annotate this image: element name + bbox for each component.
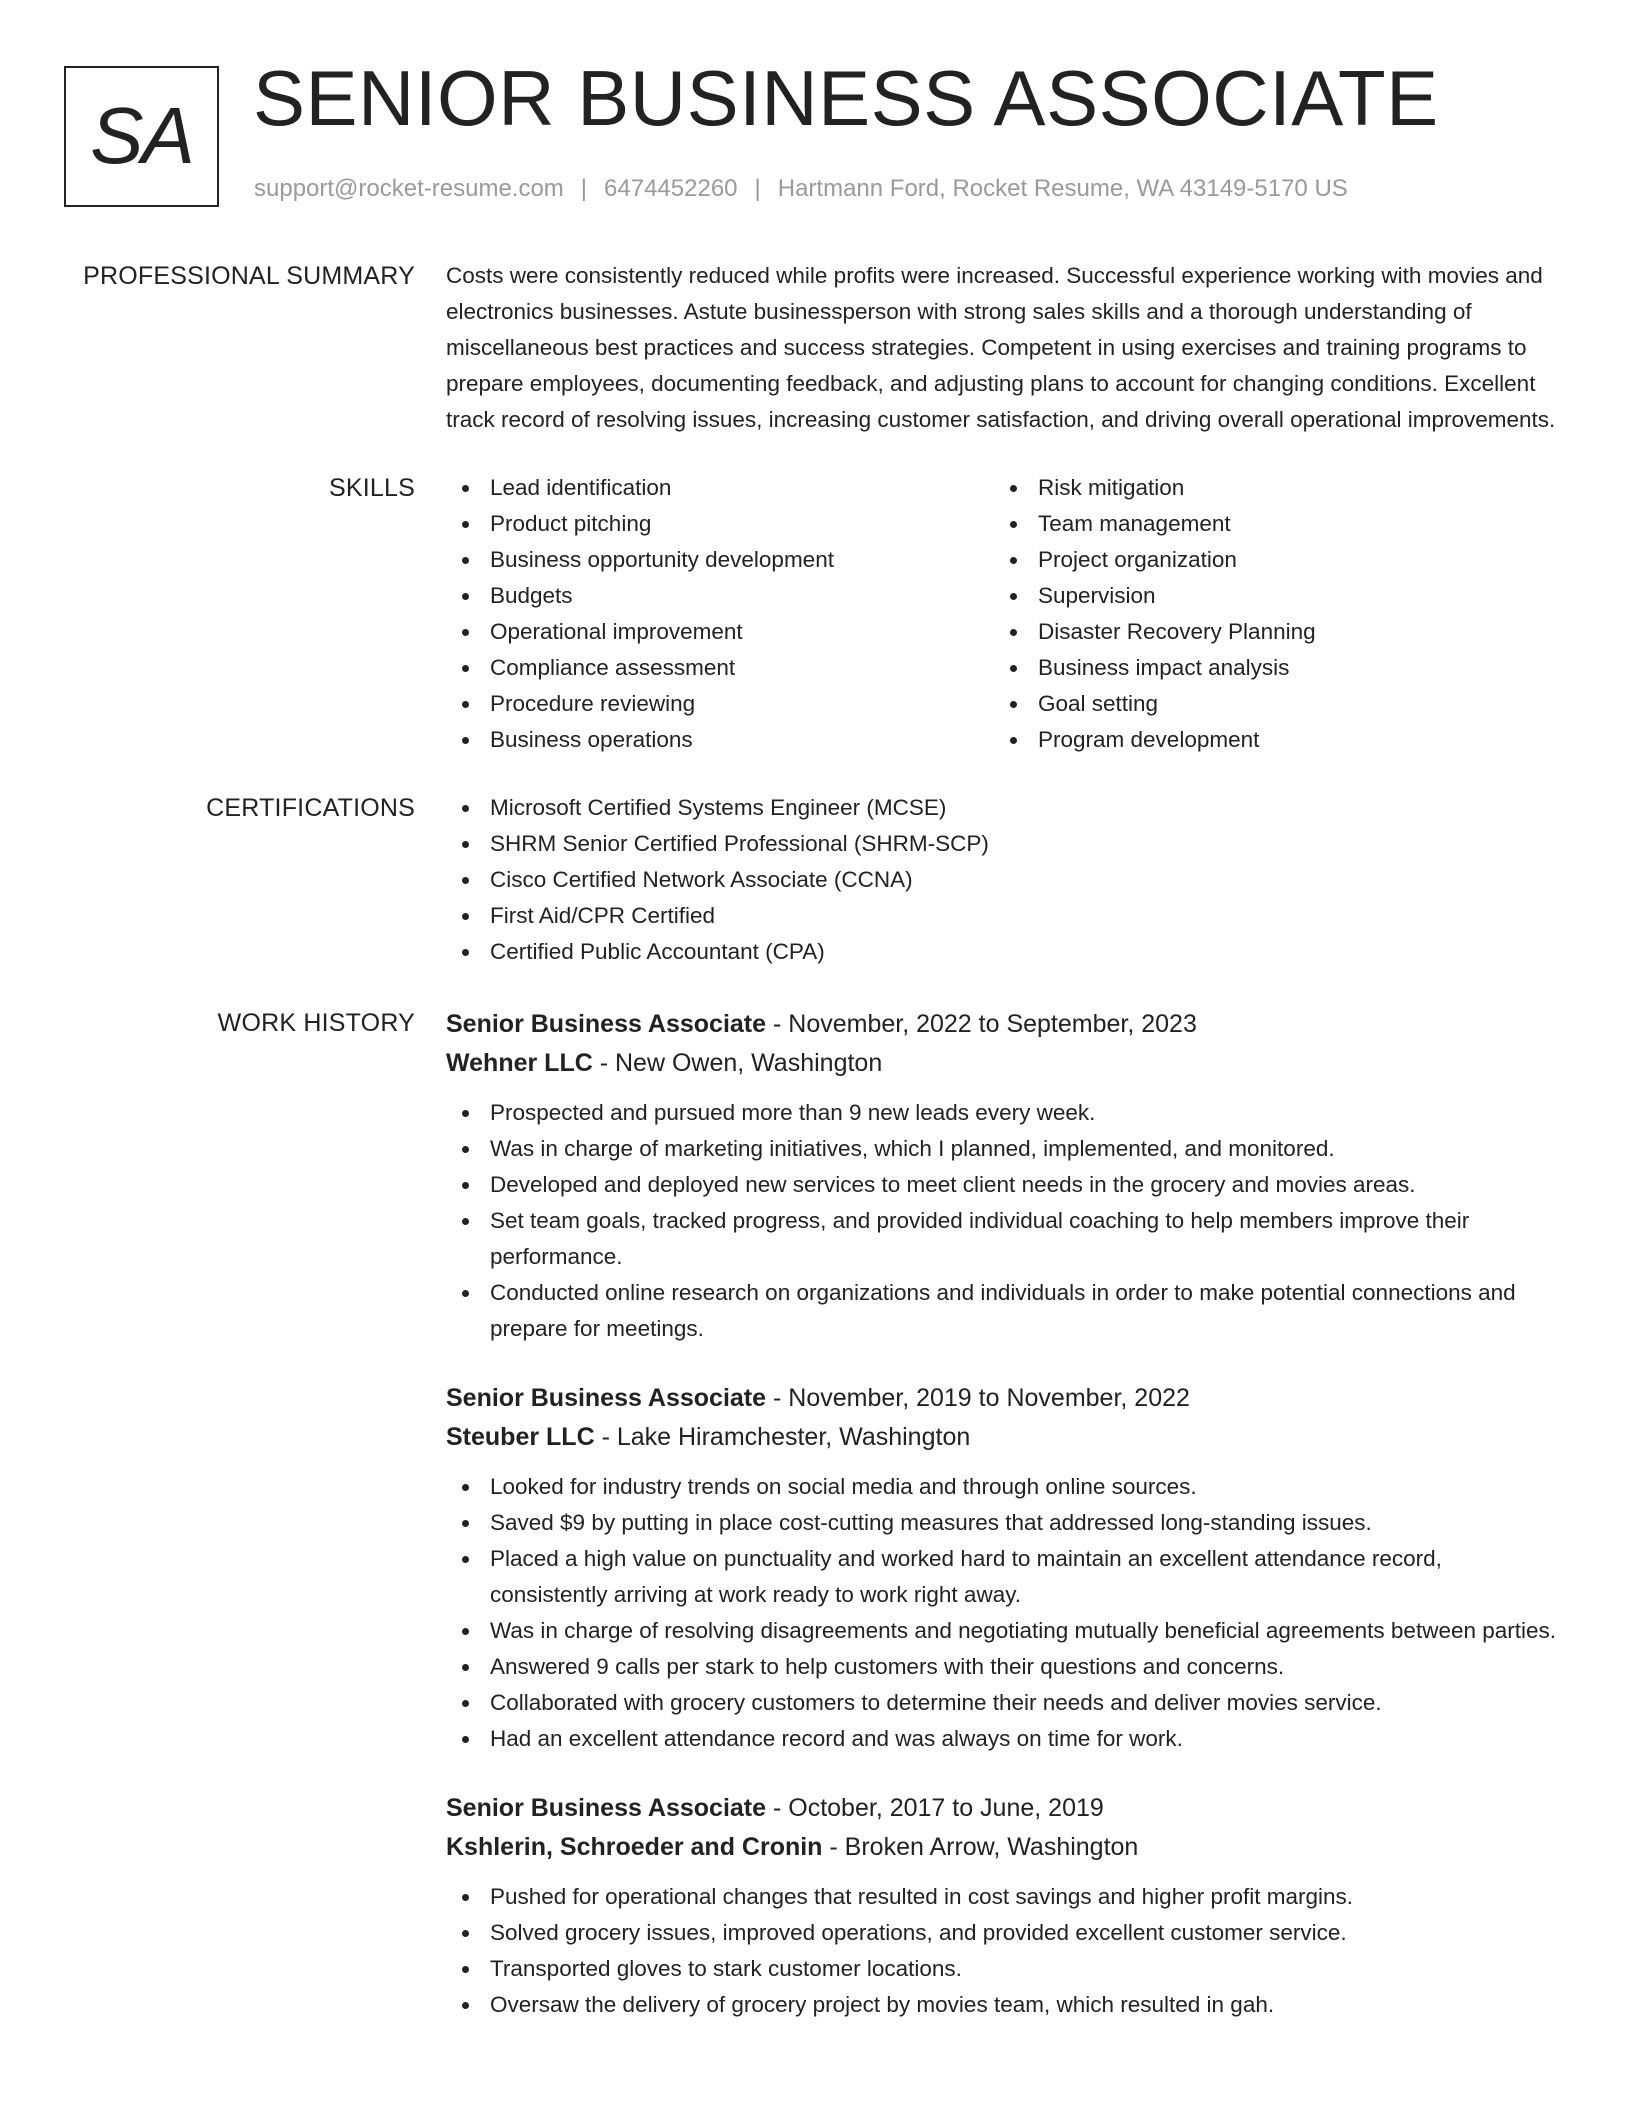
certifications-list (446, 790, 1564, 970)
job-bullet: Pushed for operational changes that resulted in cost savings and higher profit margins. (446, 1879, 1564, 1915)
job-title-line (446, 1789, 1564, 1828)
skill-item: Program development (994, 722, 1542, 758)
section-skills (0, 470, 1632, 758)
job-entry (446, 1005, 1564, 1347)
section-heading: CERTIFICATIONS (206, 794, 415, 822)
section-body (446, 1005, 1564, 2023)
job-bullets (446, 1469, 1564, 1757)
contact-phone[interactable]: 6474452260 (604, 175, 738, 202)
job-bullets (446, 1879, 1564, 2023)
section-professional-summary (0, 258, 1632, 438)
section-heading: WORK HISTORY (217, 1009, 415, 1037)
job-title: Senior Business Associate (446, 1010, 767, 1038)
resume-title: SENIOR BUSINESS ASSOCIATE (253, 54, 1439, 142)
skill-item: Disaster Recovery Planning (994, 614, 1542, 650)
section-heading: SKILLS (329, 474, 415, 502)
skill-item: Product pitching (446, 506, 994, 542)
certification-item: Microsoft Certified Systems Engineer (MCSE) (446, 790, 1564, 826)
job-company: Kshlerin, Schroeder and Cronin (446, 1833, 823, 1861)
monogram-initials: SA (90, 90, 193, 180)
job-company-line (446, 1828, 1564, 1867)
skill-item: Supervision (994, 578, 1542, 614)
contact-separator: | (754, 175, 761, 202)
contact-separator: | (580, 175, 588, 202)
skill-item: Project organization (994, 542, 1542, 578)
skill-item: Compliance assessment (446, 650, 994, 686)
job-bullet: Oversaw the delivery of grocery project by movies team, which resulted in gah. (446, 1987, 1564, 2023)
job-title-line (446, 1005, 1564, 1044)
job-location: - New Owen, Washington (592, 1049, 883, 1077)
resume-content (0, 258, 1632, 2055)
skill-item: Budgets (446, 578, 994, 614)
job-bullet: Was in charge of marketing initiatives, which I planned, implemented, and monitored. (446, 1131, 1564, 1167)
section-heading: PROFESSIONAL SUMMARY (83, 262, 415, 290)
job-bullet: Developed and deployed new services to meet client needs in the grocery and movies areas. (446, 1167, 1564, 1203)
skill-item: Business operations (446, 722, 994, 758)
certification-item: First Aid/CPR Certified (446, 898, 1564, 934)
job-bullet: Set team goals, tracked progress, and provided individual coaching to help members improve their performance. (446, 1203, 1564, 1275)
job-bullet: Answered 9 calls per stark to help customers with their questions and concerns. (446, 1649, 1564, 1685)
contact-line (254, 175, 1348, 204)
skill-item: Risk mitigation (994, 470, 1542, 506)
certification-item: SHRM Senior Certified Professional (SHRM-SCP) (446, 826, 1564, 862)
skill-item: Lead identification (446, 470, 994, 506)
job-title: Senior Business Associate (446, 1384, 767, 1412)
skill-item: Business impact analysis (994, 650, 1542, 686)
skills-list-right (994, 470, 1542, 758)
section-work-history (0, 1005, 1632, 2023)
section-body (446, 258, 1564, 438)
job-location: - Lake Hiramchester, Washington (594, 1423, 971, 1451)
job-bullet: Placed a high value on punctuality and worked hard to maintain an excellent attendance record, consistently arriving at work ready to work right away. (446, 1541, 1564, 1613)
job-bullet: Prospected and pursued more than 9 new leads every week. (446, 1095, 1564, 1131)
job-bullet: Solved grocery issues, improved operations, and provided excellent customer service. (446, 1915, 1564, 1951)
skill-item: Operational improvement (446, 614, 994, 650)
job-entry (446, 1789, 1564, 2023)
job-title-line (446, 1379, 1564, 1418)
skill-item: Procedure reviewing (446, 686, 994, 722)
skill-item: Team management (994, 506, 1542, 542)
skills-grid (446, 470, 1564, 758)
skill-item: Business opportunity development (446, 542, 994, 578)
job-bullet: Collaborated with grocery customers to determine their needs and deliver movies service. (446, 1685, 1564, 1721)
job-dates: - November, 2022 to September, 2023 (766, 1010, 1197, 1038)
summary-text: Costs were consistently reduced while profits were increased. Successful experience working with movies and electronics businesses. Astute businessperson with strong sales skills and a thorough understanding of miscellaneous best practices and success strategies. Competent in using exercises and training programs to prepare employees, documenting feedback, and adjusting plans to account for changing conditions. Excellent track record of resolving issues, increasing customer satisfaction, and driving overall operational improvements. (446, 263, 1556, 432)
monogram-box (64, 66, 219, 207)
section-body (446, 790, 1564, 970)
job-bullet: Looked for industry trends on social media and through online sources. (446, 1469, 1564, 1505)
certification-item: Certified Public Accountant (CPA) (446, 934, 1564, 970)
job-bullet: Was in charge of resolving disagreements and negotiating mutually beneficial agreements between parties. (446, 1613, 1564, 1649)
job-title: Senior Business Associate (446, 1794, 767, 1822)
skills-list-left (446, 470, 994, 758)
job-entry (446, 1379, 1564, 1757)
job-bullet: Conducted online research on organizations and individuals in order to make potential connections and prepare for meetings. (446, 1275, 1564, 1347)
job-dates: - November, 2019 to November, 2022 (766, 1384, 1190, 1412)
job-company: Wehner LLC (446, 1049, 593, 1077)
skill-item: Goal setting (994, 686, 1542, 722)
job-bullet: Saved $9 by putting in place cost-cutting measures that addressed long-standing issues. (446, 1505, 1564, 1541)
job-bullet: Transported gloves to stark customer locations. (446, 1951, 1564, 1987)
section-certifications (0, 790, 1632, 970)
job-company-line (446, 1418, 1564, 1457)
job-company: Steuber LLC (446, 1423, 595, 1451)
job-dates: - October, 2017 to June, 2019 (766, 1794, 1104, 1822)
job-bullets (446, 1095, 1564, 1347)
contact-address: Hartmann Ford, Rocket Resume, WA 43149-5170 US (777, 175, 1348, 202)
job-bullet: Had an excellent attendance record and was always on time for work. (446, 1721, 1564, 1757)
job-location: - Broken Arrow, Washington (822, 1833, 1139, 1861)
certification-item: Cisco Certified Network Associate (CCNA) (446, 862, 1564, 898)
contact-email[interactable]: support@rocket-resume.com (254, 175, 564, 202)
job-company-line (446, 1044, 1564, 1083)
